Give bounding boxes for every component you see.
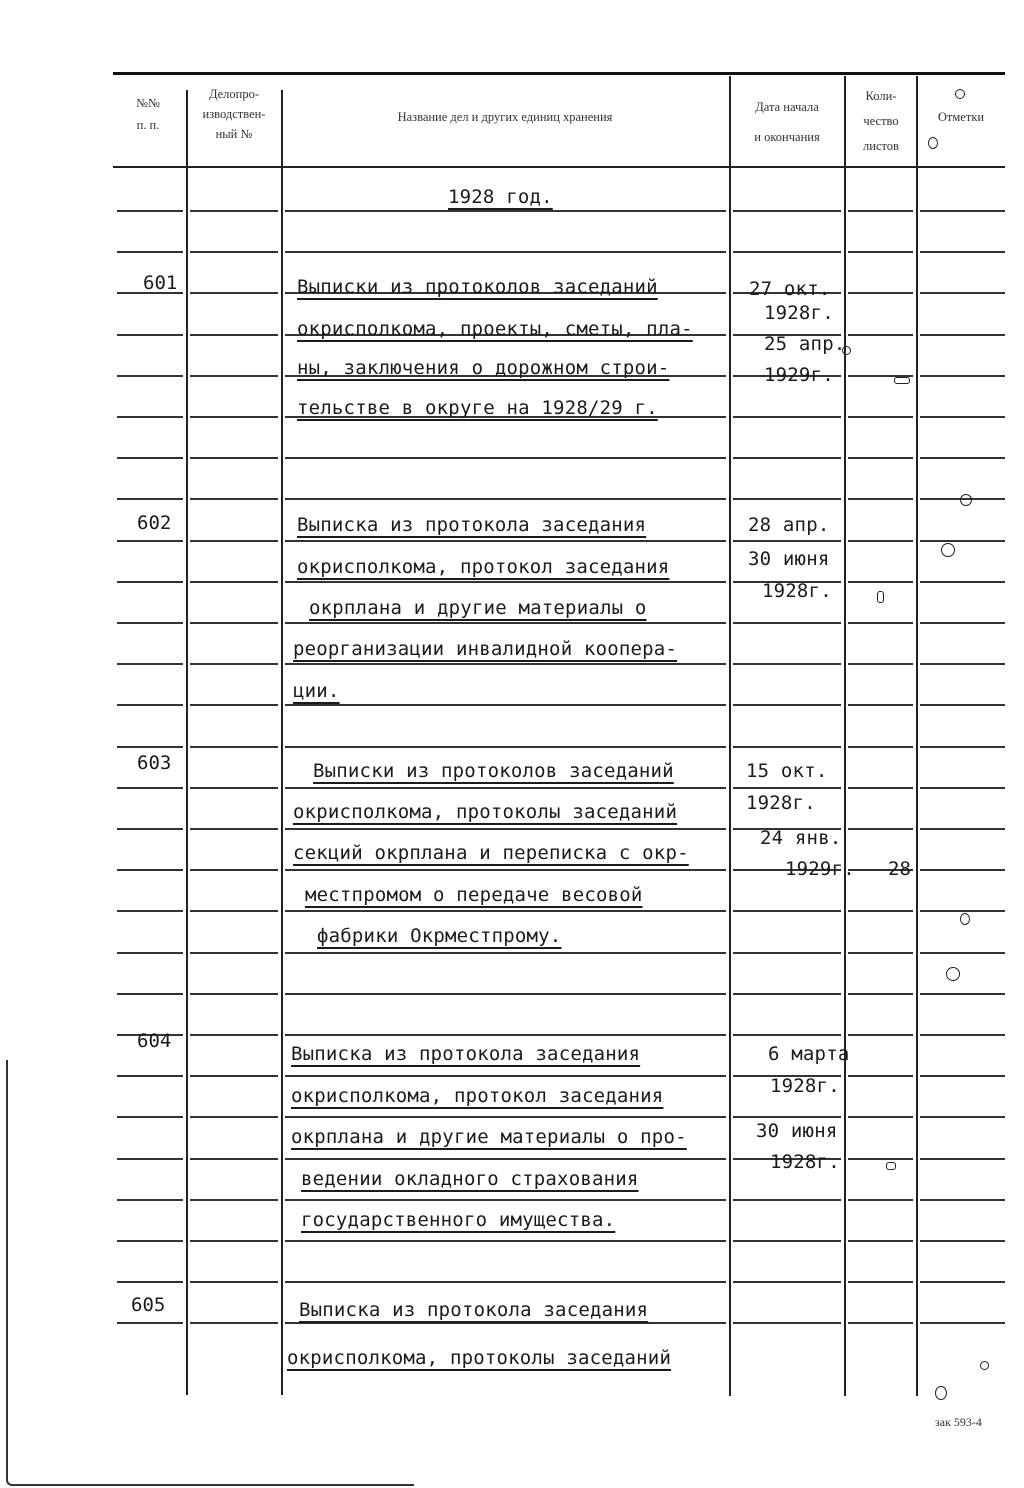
row-rule	[190, 869, 278, 871]
row-rule	[848, 1116, 913, 1118]
row-rule	[117, 1199, 183, 1201]
header-bottom-rule	[113, 166, 1005, 168]
entry-date-line: 1928г.	[764, 302, 834, 324]
row-rule	[190, 334, 278, 336]
row-rule	[733, 416, 841, 418]
row-rule	[848, 1281, 913, 1283]
entry-title-line: Выписка из протокола заседания	[297, 514, 647, 536]
row-rule	[190, 663, 278, 665]
row-rule	[920, 869, 1005, 871]
entry-title-line: ны, заключения о дорожном строи-	[297, 357, 670, 379]
row-rule	[920, 457, 1005, 459]
dash-mark-icon	[886, 1162, 896, 1170]
row-rule	[285, 540, 726, 542]
entry-title-line: местпромом о передаче весовой	[305, 884, 643, 906]
row-rule	[920, 375, 1005, 377]
row-rule	[285, 622, 726, 624]
row-rule	[285, 993, 726, 995]
header-title: Название дел и других единиц хранения	[397, 110, 613, 124]
row-rule	[117, 498, 183, 500]
row-rule	[848, 457, 913, 459]
entry-title-line: Выписка из протокола заседания	[299, 1299, 649, 1321]
header-number	[113, 92, 183, 136]
row-rule	[920, 251, 1005, 253]
row-rule	[285, 787, 726, 789]
entry-number: 605	[131, 1294, 166, 1316]
entry-date-line: 30 июня	[756, 1120, 838, 1142]
row-rule	[285, 457, 726, 459]
row-rule	[285, 1322, 726, 1324]
row-rule	[848, 581, 913, 583]
row-rule	[920, 910, 1005, 912]
sheet-count: 28	[888, 858, 911, 880]
row-rule	[117, 251, 183, 253]
row-rule	[848, 334, 913, 336]
order-code: зак 593-4	[935, 1415, 982, 1429]
table-top-rule	[113, 72, 1005, 75]
row-rule	[920, 622, 1005, 624]
row-rule	[117, 210, 183, 212]
row-rule	[285, 1075, 726, 1077]
row-rule	[285, 498, 726, 500]
row-rule	[285, 869, 726, 871]
row-rule	[733, 210, 841, 212]
row-rule	[190, 1034, 278, 1036]
punch-hole-icon	[842, 346, 851, 355]
row-rule	[848, 1075, 913, 1077]
row-rule	[733, 663, 841, 665]
row-rule	[733, 993, 841, 995]
entry-title-line: тельстве в округе на 1928/29 г.	[297, 397, 658, 419]
row-rule	[848, 1034, 913, 1036]
entry-number: 603	[137, 752, 172, 774]
entry-title-line: окрисполкома, протоколы заседаний	[287, 1347, 672, 1369]
row-rule	[920, 1322, 1005, 1324]
row-rule	[190, 622, 278, 624]
row-rule	[117, 1281, 183, 1283]
row-rule	[920, 828, 1005, 830]
entry-date-line: 28 апр.	[748, 514, 830, 536]
row-rule	[117, 663, 183, 665]
page-border-left	[6, 1060, 18, 1486]
entry-number: 601	[143, 272, 178, 294]
row-rule	[848, 952, 913, 954]
row-rule	[848, 416, 913, 418]
header-number-line1: №№	[136, 96, 160, 110]
header-notes: Отметки	[937, 110, 985, 124]
entry-date-line: 1928г.	[762, 580, 832, 602]
row-rule	[848, 540, 913, 542]
row-rule	[285, 910, 726, 912]
row-rule	[920, 210, 1005, 212]
punch-hole-icon	[935, 1386, 947, 1400]
row-rule	[190, 251, 278, 253]
row-rule	[117, 993, 183, 995]
row-rule	[117, 704, 183, 706]
row-rule	[285, 581, 726, 583]
punch-hole-icon	[955, 89, 965, 99]
row-rule	[848, 292, 913, 294]
punch-hole-icon	[960, 494, 972, 506]
row-rule	[190, 210, 278, 212]
section-title: 1928 год.	[448, 186, 553, 208]
row-rule	[117, 540, 183, 542]
entry-title-line: ции.	[293, 680, 340, 702]
row-rule	[733, 952, 841, 954]
row-rule	[190, 704, 278, 706]
row-rule	[848, 1158, 913, 1160]
entry-date-line: 25 апр.	[764, 333, 846, 355]
entry-title-line: окрисполкома, протоколы заседаний	[293, 801, 678, 823]
row-rule	[920, 1116, 1005, 1118]
row-rule	[920, 1034, 1005, 1036]
row-rule	[190, 787, 278, 789]
row-rule	[920, 787, 1005, 789]
row-rule	[920, 993, 1005, 995]
row-rule	[117, 1158, 183, 1160]
row-rule	[285, 1034, 726, 1036]
row-rule	[848, 787, 913, 789]
column-divider-3	[729, 76, 731, 1396]
row-rule	[190, 828, 278, 830]
header-office-number: Делопро- изводствен- ный №	[202, 87, 266, 141]
row-rule	[733, 1322, 841, 1324]
row-rule	[733, 1281, 841, 1283]
entry-title-line: Выписки из протоколов заседаний	[313, 760, 674, 782]
row-rule	[190, 457, 278, 459]
row-rule	[117, 581, 183, 583]
row-rule	[920, 663, 1005, 665]
row-rule	[733, 1240, 841, 1242]
entry-title-line: реорганизации инвалидной коопера-	[293, 638, 678, 660]
row-rule	[848, 704, 913, 706]
row-rule	[117, 787, 183, 789]
row-rule	[285, 210, 726, 212]
row-rule	[920, 416, 1005, 418]
row-rule	[920, 1075, 1005, 1077]
row-rule	[190, 1281, 278, 1283]
row-rule	[848, 622, 913, 624]
entry-date-line: 1928г.	[746, 792, 816, 814]
row-rule	[285, 1158, 726, 1160]
row-rule	[190, 1199, 278, 1201]
row-rule	[848, 993, 913, 995]
row-rule	[190, 952, 278, 954]
row-rule	[117, 375, 183, 377]
row-rule	[920, 1158, 1005, 1160]
entry-title-line: секций окрплана и переписка с окр-	[293, 842, 689, 864]
row-rule	[190, 993, 278, 995]
punch-hole-icon	[980, 1361, 989, 1370]
entry-date-line: 27 окт.	[749, 278, 831, 300]
row-rule	[920, 746, 1005, 748]
entry-date-line: 6 марта	[768, 1043, 850, 1065]
row-rule	[848, 663, 913, 665]
row-rule	[848, 1322, 913, 1324]
row-rule	[733, 498, 841, 500]
row-rule	[733, 787, 841, 789]
row-rule	[733, 251, 841, 253]
row-rule	[733, 540, 841, 542]
page-border-bottom	[14, 1484, 414, 1486]
row-rule	[285, 746, 726, 748]
row-rule	[733, 746, 841, 748]
row-rule	[117, 746, 183, 748]
row-rule	[117, 416, 183, 418]
entry-date-line: 1928г.	[770, 1151, 840, 1173]
row-rule	[117, 1322, 183, 1324]
row-rule	[285, 663, 726, 665]
header-sheets: Коли- чество листов	[863, 89, 899, 153]
row-rule	[190, 746, 278, 748]
row-rule	[117, 1075, 183, 1077]
column-divider-5	[916, 76, 918, 1396]
row-rule	[190, 581, 278, 583]
row-rule	[117, 1116, 183, 1118]
row-rule	[848, 828, 913, 830]
row-rule	[733, 704, 841, 706]
row-rule	[848, 1199, 913, 1201]
row-rule	[848, 1240, 913, 1242]
row-rule	[117, 334, 183, 336]
entry-title-line: фабрики Окрместпрому.	[317, 925, 562, 947]
row-rule	[117, 952, 183, 954]
column-divider-4	[844, 76, 846, 1396]
dash-mark-icon	[877, 591, 884, 603]
entry-number: 604	[137, 1030, 172, 1052]
row-rule	[920, 540, 1005, 542]
entry-number: 602	[137, 512, 172, 534]
row-rule	[190, 1322, 278, 1324]
entry-title-line: окрплана и другие материалы о про-	[291, 1126, 687, 1148]
row-rule	[920, 334, 1005, 336]
entry-date-line: 30 июня	[748, 548, 830, 570]
entry-title-line: окрисполкома, протокол заседания	[297, 556, 670, 578]
row-rule	[117, 869, 183, 871]
row-rule	[190, 375, 278, 377]
row-rule	[190, 416, 278, 418]
row-rule	[848, 746, 913, 748]
row-rule	[920, 292, 1005, 294]
entry-title-line: окрплана и другие материалы о	[309, 597, 647, 619]
entry-title-line: окрисполкома, протокол заседания	[291, 1085, 664, 1107]
entry-title-line: Выписка из протокола заседания	[291, 1043, 641, 1065]
row-rule	[285, 828, 726, 830]
row-rule	[733, 622, 841, 624]
dash-mark-icon	[894, 377, 910, 384]
row-rule	[733, 457, 841, 459]
column-divider-2	[281, 90, 283, 1395]
row-rule	[190, 540, 278, 542]
row-rule	[190, 1116, 278, 1118]
row-rule	[848, 210, 913, 212]
punch-hole-icon	[946, 967, 960, 981]
row-rule	[920, 952, 1005, 954]
entry-date-line: 1929г.	[785, 858, 855, 880]
row-rule	[285, 704, 726, 706]
row-rule	[848, 498, 913, 500]
row-rule	[117, 828, 183, 830]
punch-hole-icon	[960, 913, 970, 925]
row-rule	[190, 910, 278, 912]
row-rule	[285, 1116, 726, 1118]
row-rule	[285, 1281, 726, 1283]
entry-date-line: 24 янв.	[760, 827, 842, 849]
row-rule	[190, 498, 278, 500]
row-rule	[733, 1116, 841, 1118]
row-rule	[733, 1199, 841, 1201]
row-rule	[117, 622, 183, 624]
row-rule	[920, 704, 1005, 706]
header-number-line2: п. п.	[136, 118, 160, 132]
entry-title-line: окрисполкома, проекты, сметы, пла-	[297, 318, 693, 340]
row-rule	[733, 910, 841, 912]
row-rule	[920, 1199, 1005, 1201]
row-rule	[117, 457, 183, 459]
row-rule	[190, 1158, 278, 1160]
row-rule	[190, 1240, 278, 1242]
row-rule	[733, 1034, 841, 1036]
row-rule	[285, 1199, 726, 1201]
row-rule	[848, 251, 913, 253]
punch-hole-icon	[941, 543, 955, 557]
row-rule	[190, 1075, 278, 1077]
row-rule	[920, 1240, 1005, 1242]
punch-hole-icon	[928, 137, 938, 149]
row-rule	[920, 581, 1005, 583]
row-rule	[117, 1240, 183, 1242]
row-rule	[190, 292, 278, 294]
entry-title-line: Выписки из протоколов заседаний	[297, 276, 658, 298]
entry-date-line: 15 окт.	[746, 760, 828, 782]
entry-date-line: 1928г.	[770, 1075, 840, 1097]
entry-title-line: государственного имущества.	[301, 1209, 616, 1231]
row-rule	[920, 1281, 1005, 1283]
row-rule	[285, 251, 726, 253]
column-divider-1	[186, 90, 188, 1395]
row-rule	[117, 910, 183, 912]
row-rule	[285, 1240, 726, 1242]
entry-date-line: 1929г.	[764, 364, 834, 386]
entry-title-line: ведении окладного страхования	[301, 1168, 639, 1190]
row-rule	[848, 910, 913, 912]
header-dates: Дата начала и окончания	[754, 100, 820, 144]
row-rule	[285, 952, 726, 954]
